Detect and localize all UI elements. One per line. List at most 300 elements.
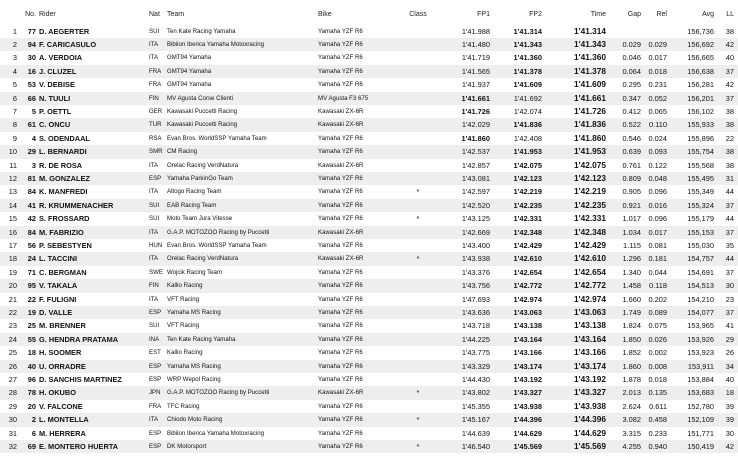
cell-team: CM Racing bbox=[167, 148, 198, 156]
cell-nat: JPN bbox=[149, 389, 161, 397]
cell-pos: 12 bbox=[8, 174, 17, 183]
cell-fp1: 1'42.669 bbox=[461, 227, 490, 237]
cell-fp2: 1'43.063 bbox=[513, 308, 542, 317]
cell-time: 1'43.166 bbox=[574, 347, 606, 358]
cell-gap: 3.315 bbox=[622, 428, 641, 438]
cell-pos: 8 bbox=[12, 120, 17, 130]
cell-time: 1'41.836 bbox=[574, 119, 606, 130]
cell-pos: 17 bbox=[8, 241, 17, 250]
cell-team: Chiodo Moto Racing bbox=[167, 416, 223, 424]
cell-gap: 0.921 bbox=[622, 200, 641, 210]
cell-nat: ITA bbox=[149, 228, 159, 236]
cell-rider: S. FROSSARD bbox=[39, 214, 90, 224]
cell-no: 18 bbox=[27, 348, 36, 358]
cell-rel: 0.026 bbox=[648, 334, 667, 344]
cell-fp1: 1'43.718 bbox=[461, 321, 490, 331]
cell-pos: 31 bbox=[8, 428, 17, 438]
cell-bike: Kawasaki ZX-6R bbox=[318, 389, 364, 397]
cell-gap: 1.034 bbox=[622, 227, 641, 237]
cell-fp2: 1'42.075 bbox=[513, 160, 542, 170]
cell-bike: Kawasaki ZX-6R bbox=[318, 228, 364, 236]
cell-ll: 37 bbox=[725, 93, 734, 103]
cell-fp1: 1'42.537 bbox=[461, 147, 490, 157]
cell-pos: 25 bbox=[8, 348, 17, 358]
cell-team: Orelac Racing VerdNatura bbox=[167, 255, 239, 263]
cell-rider: L. MONTELLA bbox=[39, 415, 89, 425]
cell-no: 41 bbox=[27, 200, 36, 210]
cell-pos: 14 bbox=[8, 200, 17, 210]
cell-gap: 2.013 bbox=[622, 388, 641, 398]
cell-rel: 0.233 bbox=[648, 428, 667, 438]
cell-ll: 38 bbox=[725, 120, 734, 130]
cell-gap: 0.347 bbox=[622, 93, 641, 103]
cell-time: 1'41.661 bbox=[574, 92, 606, 103]
table-header bbox=[0, 8, 738, 22]
cell-time: 1'41.860 bbox=[574, 132, 606, 143]
cell-nat: ITA bbox=[149, 295, 159, 303]
table-row bbox=[0, 306, 738, 319]
cell-fp1: 1'43.756 bbox=[461, 281, 490, 291]
cell-no: 19 bbox=[27, 308, 36, 317]
cell-fp2: 1'41.314 bbox=[513, 26, 542, 36]
cell-fp1: 1'41.860 bbox=[461, 133, 490, 143]
cell-gap: 1.860 bbox=[622, 361, 641, 371]
cell-cls: * bbox=[416, 214, 420, 224]
cell-gap: 1.296 bbox=[622, 254, 641, 264]
cell-ll: 37 bbox=[725, 66, 734, 76]
cell-avg: 155,754 bbox=[687, 147, 714, 157]
cell-pos: 7 bbox=[12, 107, 17, 116]
cell-nat: FIN bbox=[149, 94, 159, 102]
cell-rider: L. TACCINI bbox=[39, 254, 78, 264]
cell-rider: C. ONCU bbox=[39, 120, 71, 130]
cell-nat: ESP bbox=[149, 376, 162, 383]
cell-gap: 0.064 bbox=[622, 66, 641, 76]
cell-pos: 11 bbox=[9, 160, 17, 170]
cell-no: 94 bbox=[27, 40, 36, 49]
cell-avg: 155,153 bbox=[687, 227, 714, 237]
cell-avg: 155,179 bbox=[687, 214, 714, 224]
cell-pos: 6 bbox=[12, 93, 17, 103]
cell-no: 2 bbox=[31, 415, 36, 425]
cell-team: VFT Racing bbox=[167, 295, 200, 303]
cell-nat: GER bbox=[149, 108, 163, 115]
table-row bbox=[0, 172, 738, 185]
cell-team: Yamaha MS Racing bbox=[167, 362, 221, 370]
cell-fp2: 1'41.378 bbox=[513, 66, 542, 76]
cell-rel: 0.118 bbox=[649, 281, 667, 291]
cell-no: 30 bbox=[27, 53, 36, 63]
header-rider: Rider bbox=[39, 11, 56, 18]
cell-no: 78 bbox=[27, 388, 36, 398]
cell-gap: 4.255 bbox=[622, 442, 641, 451]
cell-rel: 0.016 bbox=[648, 200, 667, 210]
cell-cls: * bbox=[416, 442, 420, 451]
cell-no: 20 bbox=[27, 401, 36, 411]
cell-bike: Yamaha YZF R6 bbox=[318, 402, 363, 410]
cell-gap: 0.029 bbox=[622, 40, 641, 49]
table-row bbox=[0, 185, 738, 198]
cell-team: DK Motorsport bbox=[167, 443, 207, 450]
cell-gap: 0.809 bbox=[622, 174, 641, 183]
table-row bbox=[0, 293, 738, 306]
table-row bbox=[0, 132, 738, 145]
cell-rel: 0.024 bbox=[648, 133, 667, 143]
cell-bike: Kawasaki ZX-6R bbox=[318, 121, 364, 129]
cell-bike: Yamaha YZF R6 bbox=[318, 429, 363, 437]
cell-time: 1'45.569 bbox=[574, 441, 606, 451]
cell-no: 61 bbox=[27, 120, 36, 130]
cell-nat: ESP bbox=[149, 175, 162, 182]
cell-nat: ITA bbox=[149, 255, 159, 263]
cell-pos: 20 bbox=[8, 281, 17, 291]
cell-time: 1'41.726 bbox=[574, 106, 606, 116]
cell-team: Ten Kate Racing Yamaha bbox=[167, 335, 236, 343]
cell-fp2: 1'43.166 bbox=[513, 348, 542, 358]
cell-rider: H. SOOMER bbox=[39, 348, 82, 358]
table-row bbox=[0, 266, 738, 279]
table-row bbox=[0, 38, 738, 51]
cell-gap: 1.017 bbox=[622, 214, 641, 224]
cell-team: Altogo Racing Team bbox=[167, 188, 222, 196]
header-time: Time bbox=[590, 11, 606, 18]
cell-nat: ESP bbox=[149, 443, 162, 450]
cell-nat: ITA bbox=[149, 416, 159, 424]
cell-rel: 0.065 bbox=[648, 107, 667, 116]
cell-fp1: 1'41.480 bbox=[461, 40, 490, 49]
cell-time: 1'43.174 bbox=[574, 360, 606, 371]
cell-team: TFC Racing bbox=[167, 402, 200, 410]
cell-rider: F. CARICASULO bbox=[39, 40, 97, 49]
table-row bbox=[0, 319, 738, 332]
cell-time: 1'42.429 bbox=[574, 240, 606, 250]
cell-ll: 37 bbox=[725, 200, 734, 210]
cell-avg: 152,109 bbox=[687, 415, 714, 425]
cell-bike: Yamaha YZF R6 bbox=[318, 242, 363, 249]
cell-pos: 22 bbox=[8, 308, 17, 317]
cell-ll: 30 bbox=[725, 281, 734, 291]
cell-fp2: 1'43.192 bbox=[513, 375, 542, 384]
cell-time: 1'43.138 bbox=[574, 320, 606, 331]
cell-no: 40 bbox=[27, 361, 36, 371]
cell-bike: Kawasaki ZX-6R bbox=[318, 255, 364, 263]
cell-avg: 154,077 bbox=[687, 308, 714, 317]
cell-ll: 40 bbox=[725, 375, 734, 384]
cell-time: 1'44.629 bbox=[574, 427, 606, 438]
cell-fp1: 1'43.802 bbox=[461, 388, 490, 398]
cell-rider: C. BERGMAN bbox=[39, 267, 87, 277]
cell-team: Bibilon Iberica Yamaha Motoxracing bbox=[167, 41, 264, 48]
cell-time: 1'42.772 bbox=[574, 280, 606, 291]
cell-ll: 22 bbox=[725, 133, 734, 143]
cell-avg: 153,965 bbox=[687, 321, 714, 331]
table-row bbox=[0, 279, 738, 292]
cell-rel: 0.075 bbox=[648, 321, 667, 331]
cell-fp1: 1'44.225 bbox=[461, 334, 490, 344]
cell-time: 1'43.063 bbox=[574, 307, 606, 317]
cell-bike: Yamaha YZF R6 bbox=[318, 188, 363, 196]
cell-gap: 0.761 bbox=[622, 160, 641, 170]
cell-time: 1'43.327 bbox=[574, 387, 606, 398]
cell-avg: 155,030 bbox=[687, 241, 714, 250]
table-row bbox=[0, 413, 738, 426]
cell-gap: 1.458 bbox=[622, 281, 641, 291]
cell-fp2: 1'42.123 bbox=[513, 174, 542, 183]
header-no: No. bbox=[25, 11, 36, 18]
cell-no: 53 bbox=[27, 80, 36, 90]
cell-pos: 16 bbox=[8, 227, 17, 237]
cell-rider: D. SANCHIS MARTINEZ bbox=[39, 375, 122, 384]
cell-ll: 39 bbox=[725, 401, 734, 411]
table-row bbox=[0, 65, 738, 78]
cell-fp1: 1'47.693 bbox=[461, 294, 490, 304]
table-row bbox=[0, 252, 738, 265]
cell-gap: 1.660 bbox=[622, 294, 641, 304]
cell-pos: 24 bbox=[8, 334, 17, 344]
cell-fp1: 1'41.719 bbox=[461, 53, 490, 63]
cell-fp1: 1'41.726 bbox=[461, 107, 490, 116]
cell-pos: 26 bbox=[8, 361, 17, 371]
cell-pos: 19 bbox=[8, 267, 17, 277]
cell-avg: 155,349 bbox=[687, 187, 714, 197]
cell-fp2: 1'42.429 bbox=[513, 241, 542, 250]
cell-ll: 42 bbox=[725, 40, 734, 49]
cell-time: 1'41.343 bbox=[574, 39, 606, 49]
cell-bike: Yamaha YZF R6 bbox=[318, 201, 363, 209]
header-fp1: FP1 bbox=[477, 11, 490, 18]
table-row bbox=[0, 118, 738, 131]
header-bike: Bike bbox=[318, 11, 332, 18]
cell-fp2: 1'41.343 bbox=[513, 40, 542, 49]
cell-team: Kawasaki Puccetti Racing bbox=[167, 108, 238, 115]
cell-no: 95 bbox=[27, 281, 36, 291]
cell-no: 66 bbox=[27, 93, 36, 103]
cell-avg: 155,568 bbox=[687, 160, 714, 170]
cell-rel: 0.096 bbox=[648, 187, 667, 197]
cell-no: 42 bbox=[27, 214, 36, 224]
cell-time: 1'42.348 bbox=[574, 226, 606, 237]
cell-rel: 0.093 bbox=[648, 147, 667, 157]
cell-pos: 27 bbox=[8, 375, 17, 384]
cell-fp1: 1'42.520 bbox=[461, 200, 490, 210]
cell-fp2: 1'43.164 bbox=[513, 334, 542, 344]
header-team: Team bbox=[167, 11, 185, 18]
cell-nat: SMR bbox=[149, 148, 163, 156]
cell-team: Evan Bros. WorldSSP Yamaha Team bbox=[167, 242, 267, 249]
cell-bike: Yamaha YZF R6 bbox=[318, 148, 363, 156]
cell-bike: Yamaha YZF R6 bbox=[318, 335, 363, 343]
cell-bike: Yamaha YZF R6 bbox=[318, 27, 363, 35]
cell-avg: 156,201 bbox=[687, 93, 714, 103]
cell-gap: 1.852 bbox=[622, 348, 641, 358]
table-row bbox=[0, 440, 738, 453]
cell-avg: 156,638 bbox=[687, 66, 714, 76]
cell-team: Orelac Racing VerdNatura bbox=[167, 161, 239, 169]
cell-nat: HUN bbox=[149, 242, 163, 249]
cell-fp1: 1'43.125 bbox=[461, 214, 490, 224]
cell-team: Yamaha MS Racing bbox=[167, 309, 221, 316]
cell-fp2: 1'43.138 bbox=[513, 321, 542, 331]
cell-cls: * bbox=[416, 388, 420, 398]
cell-fp2: 1'42.331 bbox=[513, 214, 542, 224]
cell-nat: INA bbox=[149, 335, 160, 343]
cell-rider: V. FALCONE bbox=[39, 401, 83, 411]
cell-ll: 26 bbox=[725, 348, 734, 358]
table-row bbox=[0, 226, 738, 239]
cell-pos: 3 bbox=[12, 53, 17, 63]
cell-team: GMT94 Yamaha bbox=[167, 67, 212, 75]
cell-rider: E. MONTERO HUERTA bbox=[39, 442, 119, 451]
cell-nat: ITA bbox=[149, 54, 159, 62]
cell-time: 1'42.075 bbox=[574, 159, 606, 170]
cell-avg: 153,923 bbox=[687, 348, 714, 358]
cell-nat: FIN bbox=[149, 282, 159, 290]
cell-fp2: 1'42.408 bbox=[513, 133, 542, 143]
table-row bbox=[0, 159, 738, 172]
cell-ll: 44 bbox=[725, 187, 734, 197]
cell-no: 16 bbox=[27, 66, 36, 76]
cell-fp2: 1'43.327 bbox=[513, 388, 542, 398]
cell-fp1: 1'44.430 bbox=[461, 375, 490, 384]
cell-avg: 155,933 bbox=[687, 120, 714, 130]
cell-team: Bibilon Iberica Yamaha Motoxracing bbox=[167, 429, 264, 437]
cell-gap: 0.905 bbox=[622, 187, 641, 197]
cell-avg: 156,692 bbox=[687, 40, 714, 49]
cell-fp1: 1'41.565 bbox=[461, 66, 490, 76]
table-row bbox=[0, 212, 738, 225]
cell-bike: Yamaha YZF R6 bbox=[318, 309, 363, 316]
cell-ll: 37 bbox=[725, 227, 734, 237]
cell-rider: H. OKUBO bbox=[39, 388, 76, 398]
cell-rel: 0.081 bbox=[648, 241, 667, 250]
cell-cls: * bbox=[416, 254, 420, 264]
cell-time: 1'41.609 bbox=[574, 79, 606, 90]
cell-no: 96 bbox=[27, 375, 36, 384]
cell-team: Moto Team Jura Vitesse bbox=[167, 215, 233, 223]
cell-fp2: 1'42.654 bbox=[513, 267, 542, 277]
cell-bike: Yamaha YZF R6 bbox=[318, 282, 363, 290]
cell-rel: 0.611 bbox=[649, 401, 667, 411]
cell-rel: 0.089 bbox=[648, 308, 667, 317]
cell-time: 1'42.123 bbox=[574, 173, 606, 183]
cell-avg: 153,683 bbox=[687, 388, 714, 398]
cell-avg: 156,665 bbox=[687, 53, 714, 63]
cell-no: 84 bbox=[27, 227, 36, 237]
cell-fp1: 1'44.639 bbox=[461, 428, 490, 438]
cell-rider: P. OETTL bbox=[39, 107, 72, 116]
cell-rel: 0.048 bbox=[648, 174, 667, 183]
cell-ll: 42 bbox=[725, 442, 734, 451]
cell-nat: SUI bbox=[149, 215, 160, 223]
cell-ll: 37 bbox=[725, 308, 734, 317]
cell-rel: 0.202 bbox=[648, 294, 667, 304]
cell-no: 5 bbox=[31, 107, 36, 116]
cell-bike: Yamaha YZF R6 bbox=[318, 443, 363, 450]
cell-rel: 0.002 bbox=[648, 348, 667, 358]
cell-rel: 0.017 bbox=[648, 53, 667, 63]
cell-bike: Yamaha YZF R6 bbox=[318, 175, 363, 182]
cell-team: VFT Racing bbox=[167, 322, 200, 330]
cell-team: EAB Racing Team bbox=[167, 201, 217, 209]
cell-gap: 2.624 bbox=[622, 401, 641, 411]
cell-no: 22 bbox=[27, 294, 36, 304]
cell-bike: Yamaha YZF R6 bbox=[318, 41, 363, 48]
cell-bike: Yamaha YZF R6 bbox=[318, 134, 363, 142]
cell-no: 29 bbox=[27, 147, 36, 157]
cell-time: 1'42.235 bbox=[574, 199, 606, 210]
cell-bike: Yamaha YZF R6 bbox=[318, 362, 363, 370]
cell-nat: SUI bbox=[149, 201, 160, 209]
cell-fp2: 1'41.609 bbox=[513, 80, 542, 90]
cell-fp1: 1'43.329 bbox=[461, 361, 490, 371]
cell-no: 56 bbox=[27, 241, 36, 250]
cell-avg: 153,911 bbox=[687, 361, 714, 371]
table-row bbox=[0, 333, 738, 346]
cell-rider: M. GONZALEZ bbox=[39, 174, 90, 183]
cell-ll: 44 bbox=[725, 254, 734, 264]
cell-nat: TUR bbox=[149, 121, 162, 129]
cell-team: Wojcik Racing Team bbox=[167, 268, 222, 276]
cell-pos: 29 bbox=[8, 401, 17, 411]
header-rel: Rel bbox=[656, 11, 667, 18]
cell-nat: EST bbox=[149, 349, 161, 357]
cell-ll: 37 bbox=[725, 267, 734, 277]
cell-nat: SUI bbox=[149, 322, 160, 330]
cell-time: 1'42.219 bbox=[574, 186, 606, 197]
cell-rel: 0.044 bbox=[648, 267, 667, 277]
cell-team: MV Agusta Corse Clienti bbox=[167, 94, 234, 102]
cell-time: 1'42.654 bbox=[574, 266, 606, 277]
cell-avg: 156,736 bbox=[687, 26, 714, 36]
cell-pos: 28 bbox=[8, 388, 17, 398]
table-row bbox=[0, 105, 738, 118]
cell-time: 1'41.314 bbox=[574, 25, 606, 36]
cell-fp1: 1'43.938 bbox=[461, 254, 490, 264]
cell-fp2: 1'42.610 bbox=[513, 254, 542, 264]
cell-rider: V. DEBISE bbox=[39, 80, 75, 90]
cell-rel: 0.096 bbox=[648, 214, 667, 224]
cell-fp2: 1'42.074 bbox=[513, 107, 542, 116]
cell-rider: M. HERRERA bbox=[39, 428, 86, 438]
cell-pos: 1 bbox=[12, 26, 17, 36]
cell-time: 1'43.938 bbox=[574, 400, 606, 411]
table-row bbox=[0, 78, 738, 91]
cell-ll: 29 bbox=[725, 334, 734, 344]
cell-fp1: 1'41.661 bbox=[461, 93, 490, 103]
header-avg: Avg bbox=[702, 11, 714, 18]
cell-ll: 34 bbox=[725, 361, 734, 371]
cell-ll: 30 bbox=[725, 428, 734, 438]
cell-team: Evan Bros. WorldSSP Yamaha Team bbox=[167, 134, 267, 142]
cell-no: 69 bbox=[27, 442, 36, 451]
cell-nat: ITA bbox=[149, 161, 159, 169]
cell-no: 71 bbox=[27, 267, 36, 277]
cell-bike: Yamaha YZF R6 bbox=[318, 54, 363, 62]
header-nat: Nat bbox=[149, 11, 160, 18]
cell-fp1: 1'42.029 bbox=[461, 120, 490, 130]
cell-cls: * bbox=[416, 187, 420, 197]
cell-team: GMT94 Yamaha bbox=[167, 81, 212, 89]
cell-bike: Yamaha YZF R6 bbox=[318, 268, 363, 276]
cell-no: 25 bbox=[27, 321, 36, 331]
cell-pos: 15 bbox=[8, 214, 17, 224]
table-row bbox=[0, 145, 738, 158]
cell-rider: S. ODENDAAL bbox=[39, 133, 90, 143]
cell-avg: 150,419 bbox=[687, 442, 714, 451]
table-row bbox=[0, 92, 738, 105]
cell-fp2: 1'41.836 bbox=[513, 120, 542, 130]
cell-gap: 0.546 bbox=[622, 133, 641, 143]
